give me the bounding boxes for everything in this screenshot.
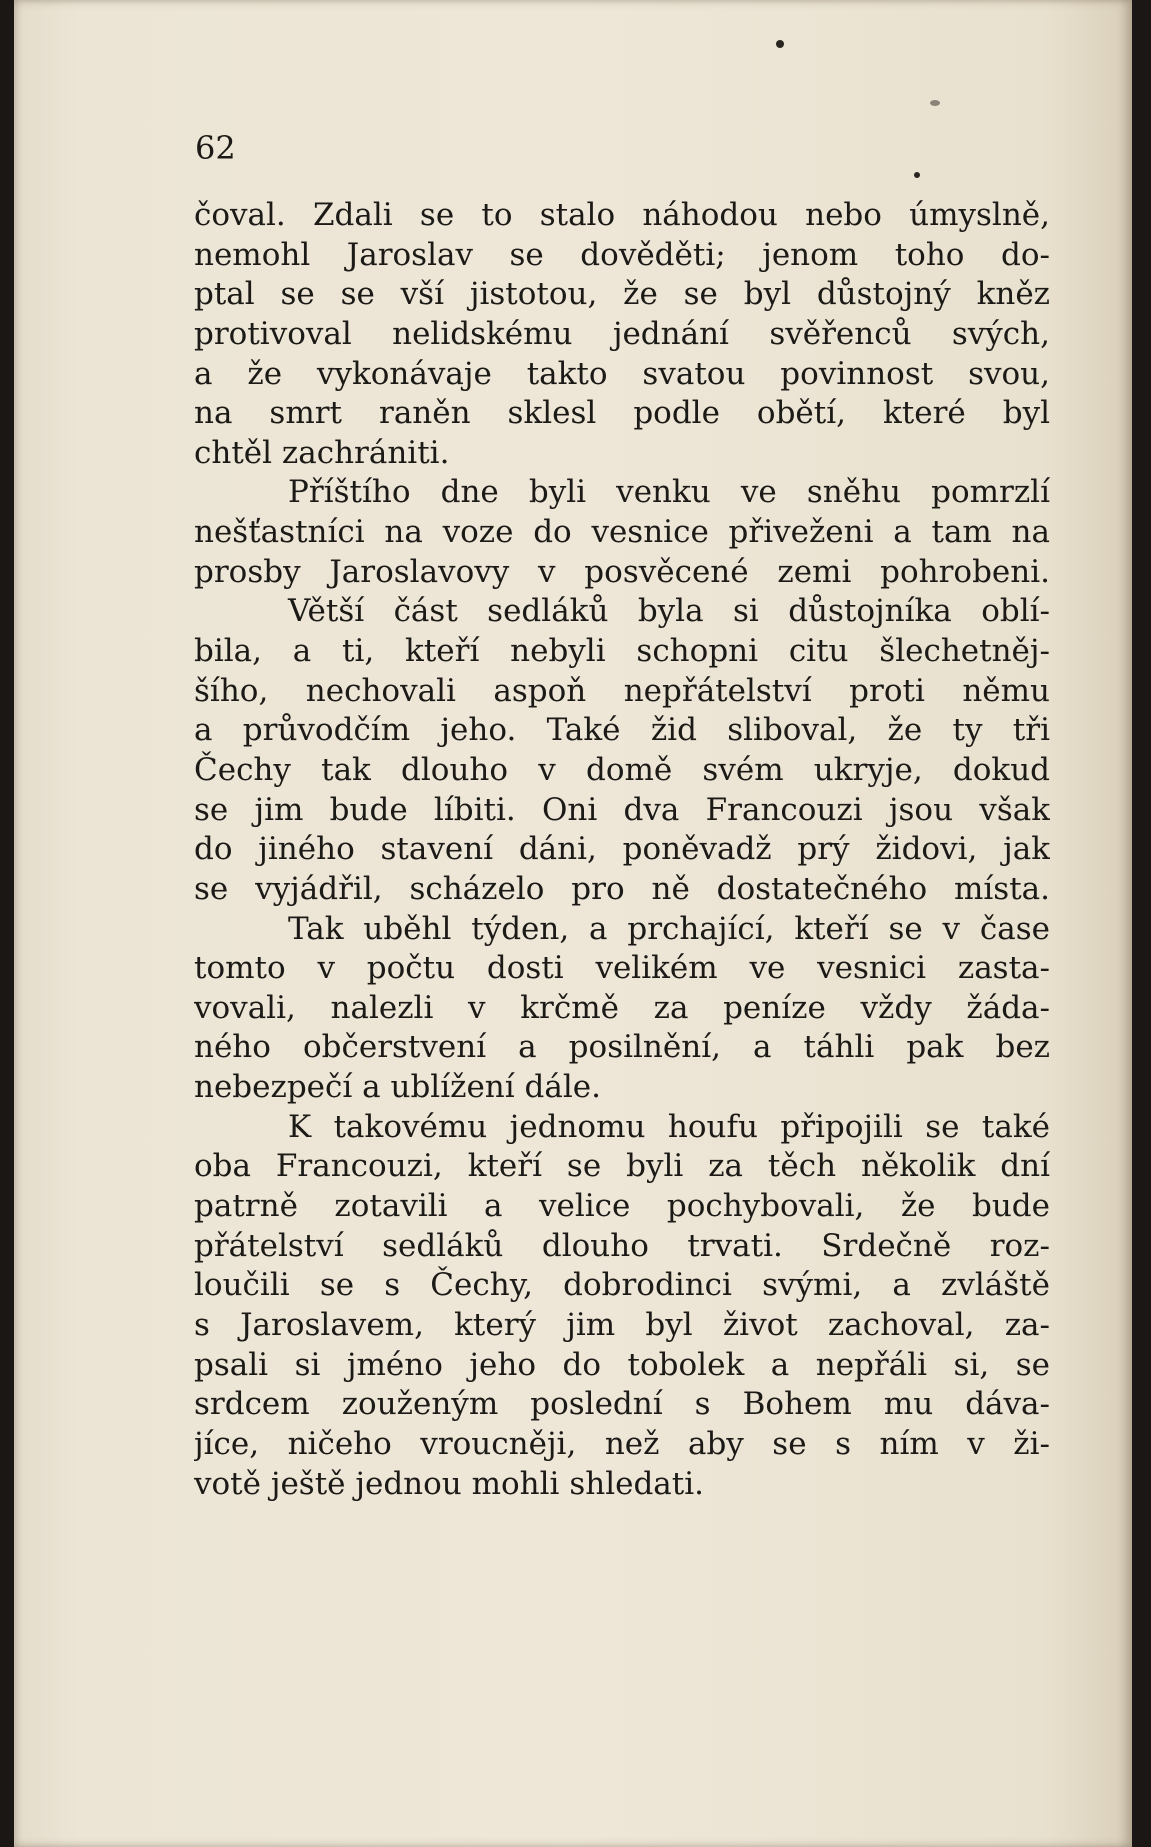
text-line: šího, nechovali aspoň nepřátelství proti němu <box>194 672 1050 709</box>
text-line: vovali, nalezli v krčmě za peníze vždy žáda- <box>194 989 1050 1026</box>
text-line: bila, a ti, kteří nebyli schopni citu šlechetněj- <box>194 633 1050 670</box>
text-line: Větší část sedláků byla si důstojníka oblí- <box>288 593 1050 630</box>
text-line: Čechy tak dlouho v domě svém ukryje, dokud <box>194 751 1050 788</box>
text-line: se vyjádřil, scházelo pro ně dostatečného místa. <box>194 870 1050 907</box>
text-line: přátelství sedláků dlouho trvati. Srdečně roz- <box>194 1227 1050 1264</box>
text-line: Tak uběhl týden, a prchající, kteří se v čase <box>288 910 1050 947</box>
text-line: ptal se se vší jistotou, že se byl důstojný kněz <box>194 276 1050 313</box>
text-line: votě ještě jednou mohli shledati. <box>194 1465 705 1502</box>
text-line: psali si jméno jeho do tobolek a nepřáli si, se <box>194 1346 1050 1383</box>
text-line: oba Francouzi, kteří se byli za těch několik dní <box>194 1148 1050 1185</box>
paper-speck <box>776 40 784 48</box>
text-line: nemohl Jaroslav se dověděti; jenom toho do- <box>194 236 1050 273</box>
paper-speck <box>914 172 920 178</box>
text-line: na smrt raněn sklesl podle obětí, které byl <box>194 395 1050 432</box>
text-line: jíce, ničeho vroucněji, než aby se s ním v ži- <box>194 1425 1050 1462</box>
text-line: s Jaroslavem, který jim byl život zachoval, za- <box>194 1306 1050 1343</box>
book-page <box>14 0 1132 1847</box>
text-line: se jim bude líbiti. Oni dva Francouzi jsou však <box>194 791 1050 828</box>
text-line: loučili se s Čechy, dobrodinci svými, a zvláště <box>194 1267 1050 1304</box>
paper-speck <box>930 100 940 106</box>
text-line: nebezpečí a ublížení dále. <box>194 1069 601 1106</box>
text-line: tomto v počtu dosti velikém ve vesnici zasta- <box>194 950 1050 987</box>
body-text <box>194 196 1050 1504</box>
text-line: do jiného stavení dáni, poněvadž prý židovi, jak <box>194 831 1050 868</box>
text-line: K takovému jednomu houfu připojili se také <box>288 1108 1050 1145</box>
text-line: patrně zotavili a velice pochybovali, že bude <box>194 1188 1050 1225</box>
text-line: Příštího dne byli venku ve sněhu pomrzlí <box>288 474 1050 511</box>
text-line: nešťastníci na voze do vesnice přiveženi a tam na <box>194 514 1050 551</box>
text-line: ného občerstvení a posilnění, a táhli pak bez <box>194 1029 1050 1066</box>
text-line: chtěl zachrániti. <box>194 434 450 471</box>
text-line: prosby Jaroslavovy v posvěcené zemi pohrobeni. <box>194 553 1050 590</box>
text-line: a že vykonávaje takto svatou povinnost svou, <box>194 355 1050 392</box>
text-line: srdcem zouženým poslední s Bohem mu dáva- <box>194 1386 1050 1423</box>
page-number: 62 <box>195 129 236 167</box>
text-line: čoval. Zdali se to stalo náhodou nebo úmyslně, <box>194 197 1050 233</box>
text-line: protivoval nelidskému jednání svěřenců svých, <box>194 315 1050 352</box>
text-line: a průvodčím jeho. Také žid sliboval, že ty tři <box>194 712 1050 749</box>
